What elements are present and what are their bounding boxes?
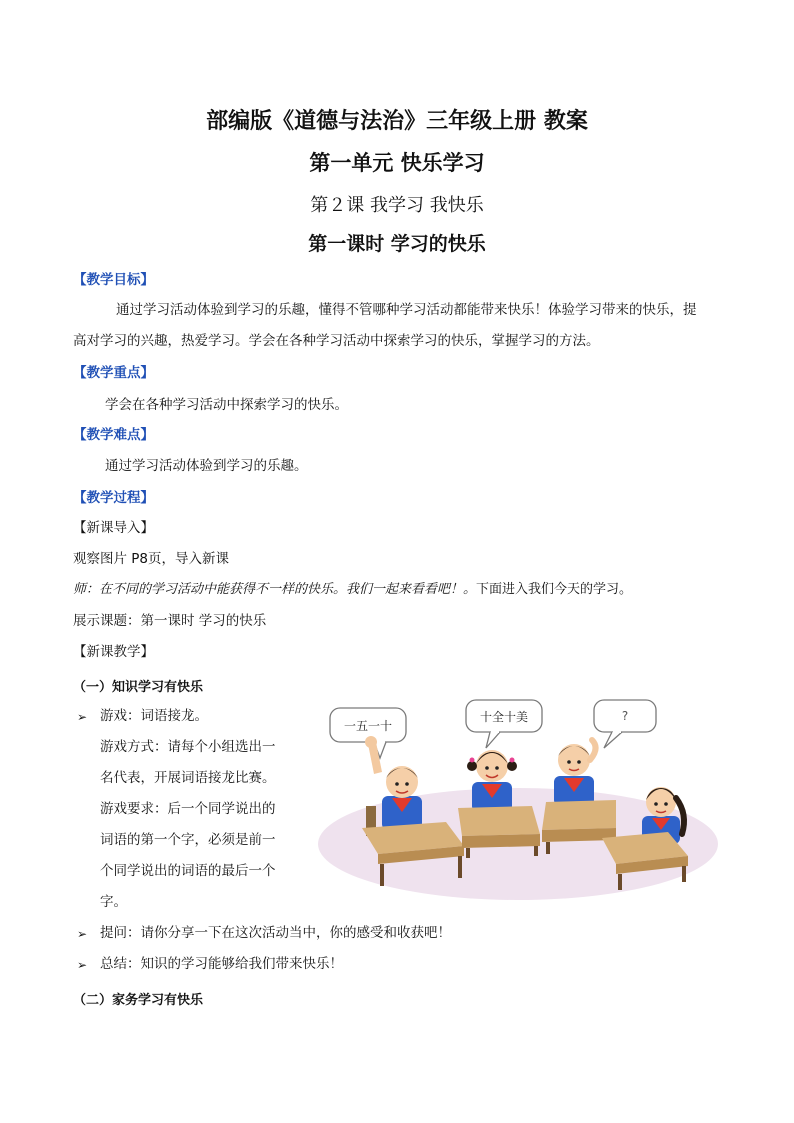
goals-line-2: 高对学习的兴趣，热爱学习。学会在各种学习活动中探索学习的快乐，掌握学习的方法。 [73,333,600,349]
unit-title: 第一单元 快乐学习 [309,151,485,175]
period-title: 第一课时 学习的快乐 [308,233,486,255]
process-heading [73,486,154,506]
goals-line-1: 通过学习活动体验到学习的乐趣，懂得不管哪种学习活动都能带来快乐！体验学习带来的快乐，提 [116,302,697,318]
rule-line-4: 字。 [100,894,127,910]
difficulty-heading [73,423,154,443]
bubble-2-text: 十全十美 [479,710,529,724]
process-heading-text: 【教学过程】 [73,490,154,506]
method-line-1: 游戏方式：请每个小组选出一 [100,739,276,755]
classroom-illustration [296,694,724,902]
difficulty-text: 通过学习活动体验到学习的乐趣。 [105,458,308,474]
topic-line: 展示课题：第一课时 学习的快乐 [73,613,267,629]
teacher-line [73,575,632,605]
difficulty-heading-text: 【教学难点】 [73,427,154,443]
intro-heading: 【新课导入】 [73,520,154,536]
bubble-1-text: 一五一十 [343,719,393,733]
new-lesson-heading: 【新课教学】 [73,644,154,660]
game-line: 游戏：词语接龙。 [100,708,208,724]
teacher-line-prefix: 师：在不同的学习活动中能获得不一样的快乐。我们一起来看看吧！。 [73,582,477,597]
teacher-line-suffix: 下面进入我们今天的学习。 [476,582,633,597]
rule-line-2: 词语的第一个字，必须是前一 [100,832,276,848]
girl-middle [467,750,517,812]
intro-line: 观察图片 P8页，导入新课 [73,551,230,567]
bullet-icon: ➢ [77,958,88,972]
boy-raising-hand [365,736,422,836]
focus-heading-text: 【教学重点】 [73,365,154,381]
part1-heading: （一）知识学习有快乐 [73,680,204,695]
goals-heading-text: 【教学目标】 [73,272,154,288]
part2-heading: （二）家务学习有快乐 [73,993,204,1008]
method-line-2: 名代表，开展词语接龙比赛。 [100,770,276,786]
focus-text: 学会在各种学习活动中探索学习的快乐。 [105,397,348,413]
summary-line: 总结：知识的学习能够给我们带来快乐！ [100,956,343,972]
speech-bubble-3 [594,700,656,748]
speech-bubble-1 [330,708,406,758]
goals-heading [73,268,154,288]
focus-heading [73,361,154,381]
rule-line-1: 游戏要求：后一个同学说出的 [100,801,276,817]
question-line: 提问：请你分享一下在这次活动当中，你的感受和收获吧！ [100,925,451,941]
bubble-3-text: ? [621,709,629,723]
bullet-icon: ➢ [77,710,88,724]
boy-thinking [554,740,596,806]
bullet-icon: ➢ [77,927,88,941]
lesson-title: 第２课 我学习 我快乐 [310,195,484,216]
rule-line-3: 个同学说出的词语的最后一个 [100,863,276,879]
document-title: 部编版《道德与法治》三年级上册 教案 [206,109,588,134]
speech-bubble-2 [466,700,542,748]
